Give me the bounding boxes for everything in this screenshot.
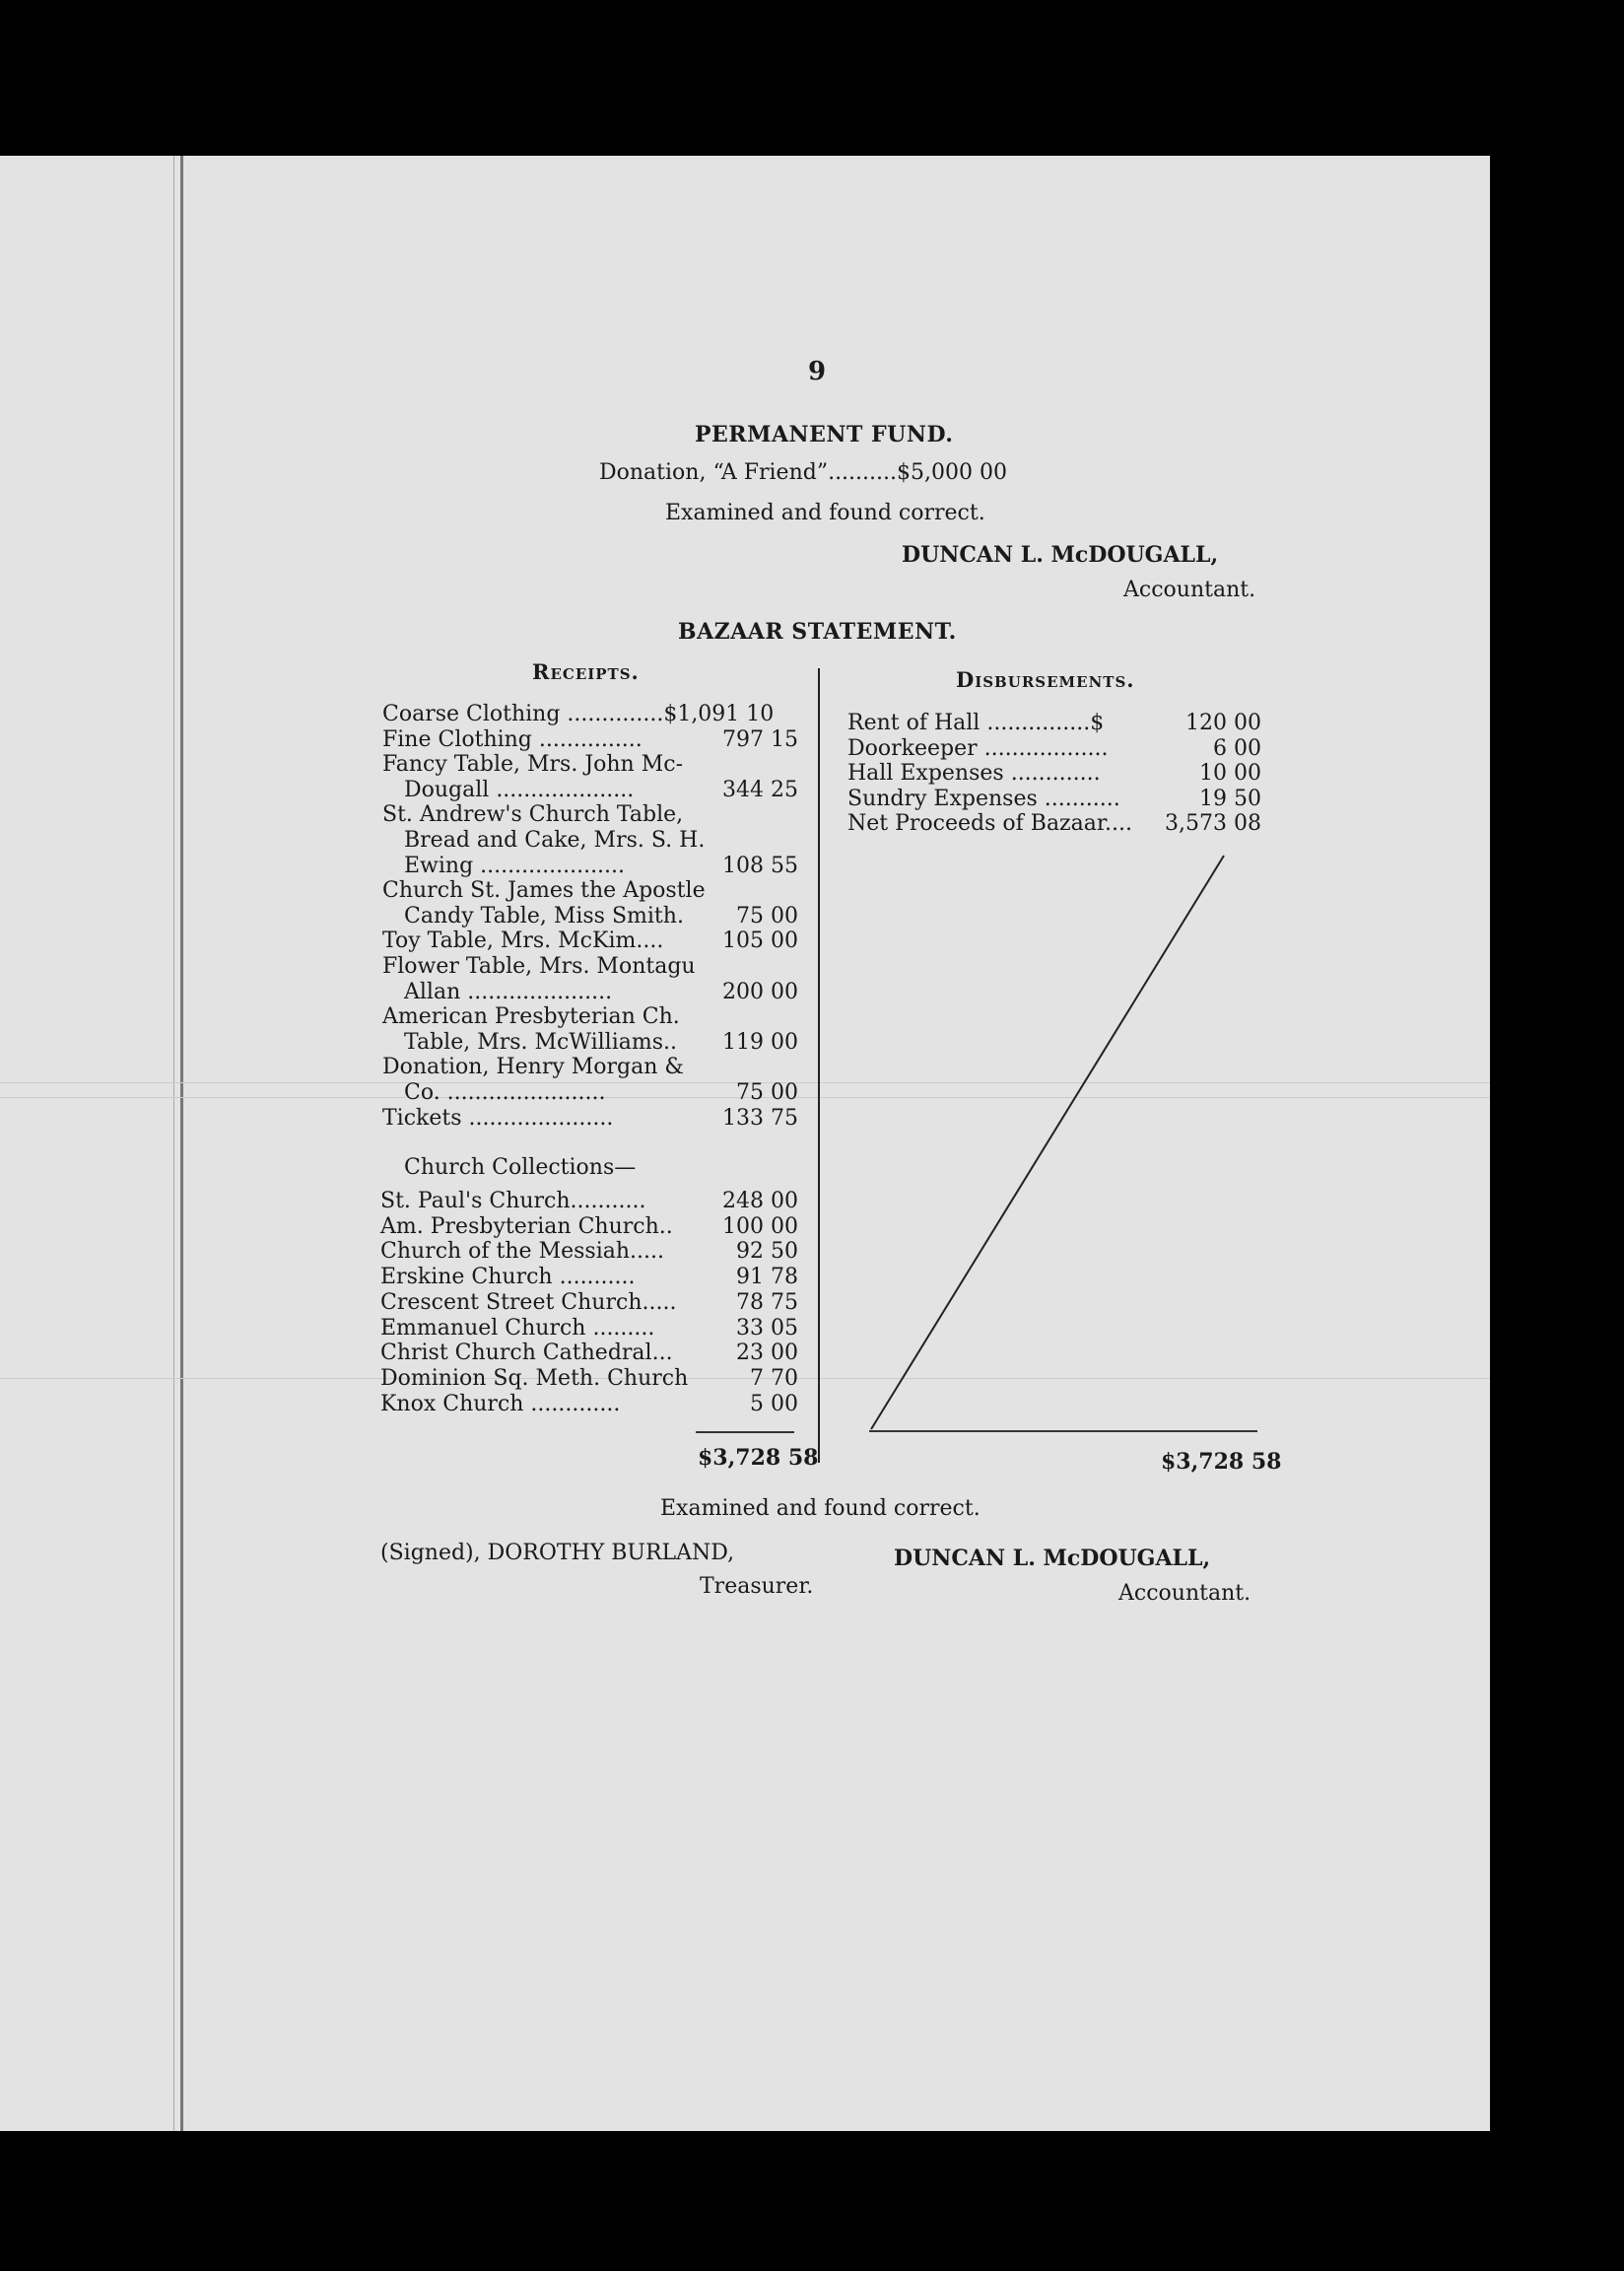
receipt-amount: 797 15	[722, 726, 798, 752]
collection-amount: 100 00	[722, 1213, 798, 1239]
collection-label: Knox Church .............	[380, 1391, 621, 1416]
collection-label: Erskine Church ...........	[380, 1265, 636, 1290]
receipt-line: Church St. James the Apostle	[382, 878, 706, 904]
collection-amount: 7 70	[750, 1365, 798, 1391]
receipt-line: Toy Table, Mrs. McKim....	[382, 929, 664, 954]
receipt-line: Candy Table, Miss Smith.	[404, 903, 684, 929]
receipt-amount: 75 00	[736, 903, 798, 929]
scanned-page	[0, 156, 1490, 2131]
collection-amount: 91 78	[736, 1265, 798, 1290]
permanent-fund-accountant-title: Accountant.	[1123, 578, 1256, 602]
receipt-line: Ewing .....................	[404, 853, 626, 878]
disbursements-heading: Disbursements.	[956, 667, 1135, 692]
treasurer-title: Treasurer.	[700, 1574, 814, 1599]
collection-label: Emmanuel Church .........	[380, 1315, 655, 1341]
receipt-line: Donation, Henry Morgan &	[382, 1055, 684, 1080]
permanent-fund-accountant-name: DUNCAN L. McDOUGALL,	[902, 542, 1219, 568]
disbursement-amount: 10 00	[1199, 761, 1261, 787]
church-collections-heading: Church Collections—	[404, 1155, 637, 1180]
receipt-amount: 105 00	[722, 929, 798, 954]
column-divider	[818, 668, 820, 1463]
bazaar-accountant-title: Accountant.	[1118, 1581, 1252, 1606]
collection-amount: 5 00	[750, 1391, 798, 1416]
disbursements-total: $3,728 58	[1161, 1449, 1282, 1475]
bazaar-title: BAZAAR STATEMENT.	[678, 619, 957, 645]
collection-label: Christ Church Cathedral...	[380, 1341, 673, 1366]
receipt-line: Tickets .....................	[382, 1105, 614, 1131]
disbursement-label: Sundry Expenses ...........	[847, 786, 1120, 811]
disbursement-label: Hall Expenses .............	[847, 761, 1101, 787]
receipt-line: Fancy Table, Mrs. John Mc-	[382, 752, 684, 778]
collection-amount: 23 00	[736, 1341, 798, 1366]
disbursements-total-rule	[869, 1430, 1257, 1432]
collection-amount: 78 75	[736, 1289, 798, 1315]
collection-amount: 33 05	[736, 1315, 798, 1341]
receipt-line: St. Andrew's Church Table,	[382, 802, 684, 828]
disbursement-label: Net Proceeds of Bazaar....	[847, 811, 1132, 837]
receipt-line: Co. .......................	[404, 1080, 606, 1105]
receipt-line: Allan .....................	[404, 979, 613, 1004]
receipt-amount: 119 00	[722, 1029, 798, 1055]
receipts-heading: Receipts.	[532, 659, 640, 684]
receipt-amount: 108 55	[722, 853, 798, 878]
receipts-total: $3,728 58	[698, 1445, 819, 1471]
disbursement-amount: 6 00	[1213, 735, 1261, 761]
receipt-amount: 133 75	[722, 1105, 798, 1131]
receipts-total-rule	[696, 1431, 794, 1433]
collection-label: Church of the Messiah.....	[380, 1239, 664, 1265]
signed-treasurer-name: (Signed), DOROTHY BURLAND,	[380, 1541, 735, 1565]
page-fold-shadow	[173, 156, 174, 2131]
disbursement-label: Doorkeeper ..................	[847, 735, 1109, 761]
receipt-amount: 75 00	[736, 1080, 798, 1105]
disbursement-amount: 3,573 08	[1165, 811, 1261, 837]
receipt-amount: 344 25	[722, 777, 798, 802]
disbursement-label: Rent of Hall ...............$	[847, 711, 1105, 735]
permanent-fund-donation: Donation, “A Friend”..........$5,000 00	[599, 460, 1007, 485]
permanent-fund-examined: Examined and found correct.	[665, 501, 985, 525]
cancellation-line	[867, 848, 1227, 1439]
permanent-fund-title: PERMANENT FUND.	[695, 422, 954, 447]
disbursement-amount: 120 00	[1185, 711, 1261, 735]
collection-amount: 92 50	[736, 1239, 798, 1265]
receipt-amount: 200 00	[722, 979, 798, 1004]
collection-label: St. Paul's Church...........	[380, 1189, 646, 1213]
receipt-line: Dougall ....................	[404, 777, 635, 802]
receipt-line: Coarse Clothing ..............$1,091 10	[382, 702, 775, 726]
page-number: 9	[808, 357, 827, 386]
receipt-line: Fine Clothing ...............	[382, 726, 643, 752]
receipt-line: Bread and Cake, Mrs. S. H.	[404, 828, 706, 853]
bazaar-examined: Examined and found correct.	[660, 1496, 981, 1521]
page-fold-line	[180, 156, 183, 2131]
receipt-line: American Presbyterian Ch.	[382, 1004, 680, 1030]
bazaar-accountant-name: DUNCAN L. McDOUGALL,	[894, 1546, 1211, 1571]
receipt-line: Table, Mrs. McWilliams..	[404, 1029, 677, 1055]
collection-label: Crescent Street Church.....	[380, 1289, 677, 1315]
collection-amount: 248 00	[722, 1189, 798, 1213]
disbursement-amount: 19 50	[1199, 786, 1261, 811]
collection-label: Dominion Sq. Meth. Church	[380, 1365, 689, 1391]
receipt-line: Flower Table, Mrs. Montagu	[382, 954, 696, 979]
collection-label: Am. Presbyterian Church..	[380, 1213, 673, 1239]
